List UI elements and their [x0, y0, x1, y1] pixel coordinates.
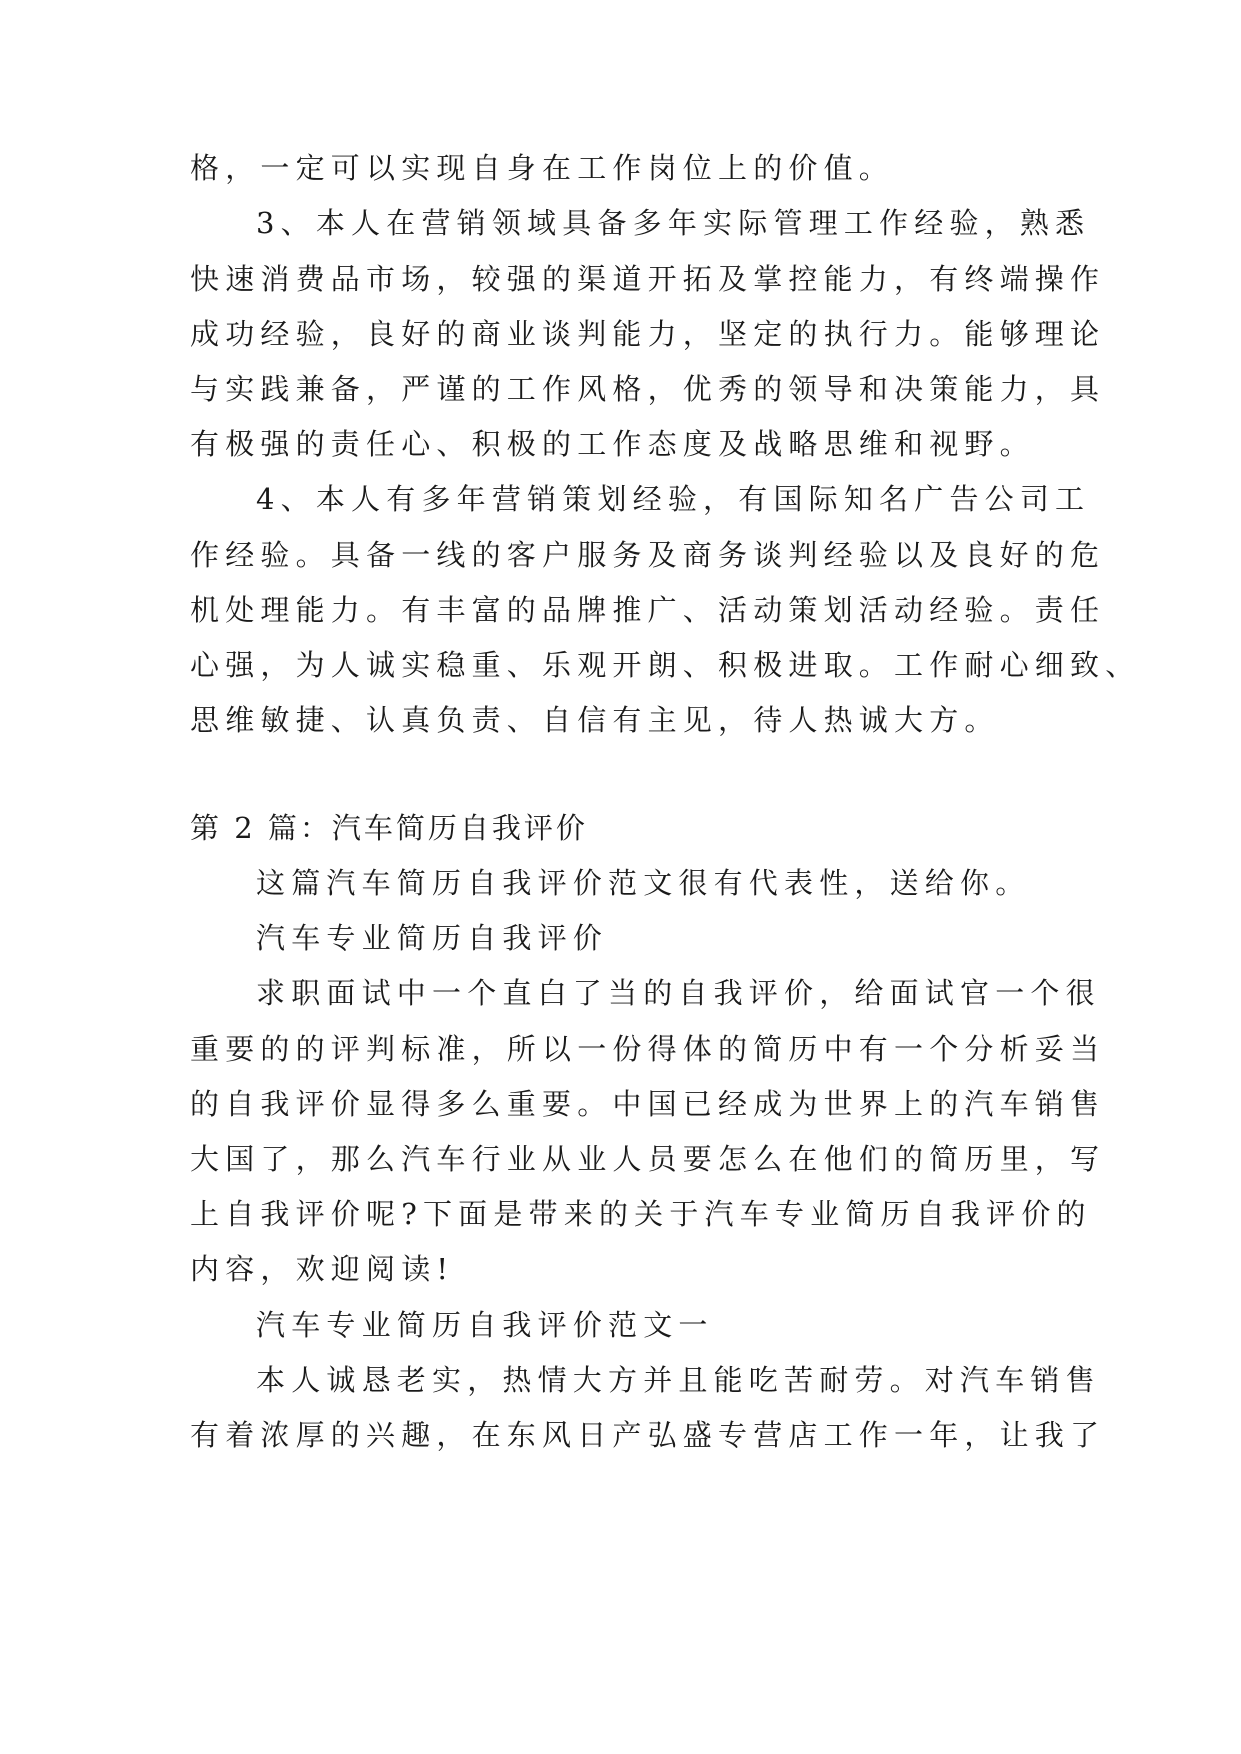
paragraph-line: 与实践兼备，严谨的工作风格，优秀的领导和决策能力，具	[190, 372, 1106, 406]
paragraph-line: 重要的的评判标准，所以一份得体的简历中有一个分析妥当	[190, 1032, 1106, 1066]
paragraph-line: 成功经验，良好的商业谈判能力，坚定的执行力。能够理论	[190, 317, 1106, 351]
paragraph-line: 快速消费品市场，较强的渠道开拓及掌控能力，有终端操作	[190, 262, 1106, 296]
paragraph-line: 有极强的责任心、积极的工作态度及战略思维和视野。	[190, 427, 1035, 461]
paragraph-line: 4、本人有多年营销策划经验，有国际知名广告公司工	[256, 482, 1091, 516]
subheading: 汽车专业简历自我评价范文一	[256, 1308, 714, 1342]
paragraph-line: 本人诚恳老实，热情大方并且能吃苦耐劳。对汽车销售	[256, 1363, 1101, 1397]
subheading: 汽车专业简历自我评价	[256, 921, 609, 955]
section-heading: 第 2 篇：汽车简历自我评价	[190, 811, 588, 845]
paragraph-line: 的自我评价显得多么重要。中国已经成为世界上的汽车销售	[190, 1087, 1106, 1121]
paragraph-line: 格，一定可以实现自身在工作岗位上的价值。	[190, 151, 895, 185]
paragraph-line: 3、本人在营销领域具备多年实际管理工作经验，熟悉	[256, 206, 1091, 240]
paragraph-line: 心强，为人诚实稳重、乐观开朗、积极进取。工作耐心细致、	[190, 648, 1141, 682]
paragraph-line: 机处理能力。有丰富的品牌推广、活动策划活动经验。责任	[190, 593, 1106, 627]
paragraph-line: 大国了，那么汽车行业从业人员要怎么在他们的简历里，写	[190, 1142, 1106, 1176]
paragraph-line: 有着浓厚的兴趣，在东风日产弘盛专营店工作一年，让我了	[190, 1418, 1106, 1452]
paragraph-line: 内容，欢迎阅读!	[190, 1252, 455, 1286]
paragraph-line: 思维敏捷、认真负责、自信有主见，待人热诚大方。	[190, 703, 1000, 737]
paragraph-line: 求职面试中一个直白了当的自我评价，给面试官一个很	[256, 976, 1101, 1010]
paragraph-line: 这篇汽车简历自我评价范文很有代表性，送给你。	[256, 866, 1031, 900]
paragraph-line: 作经验。具备一线的客户服务及商务谈判经验以及良好的危	[190, 538, 1106, 572]
paragraph-line: 上自我评价呢?下面是带来的关于汽车专业简历自我评价的	[190, 1197, 1092, 1231]
